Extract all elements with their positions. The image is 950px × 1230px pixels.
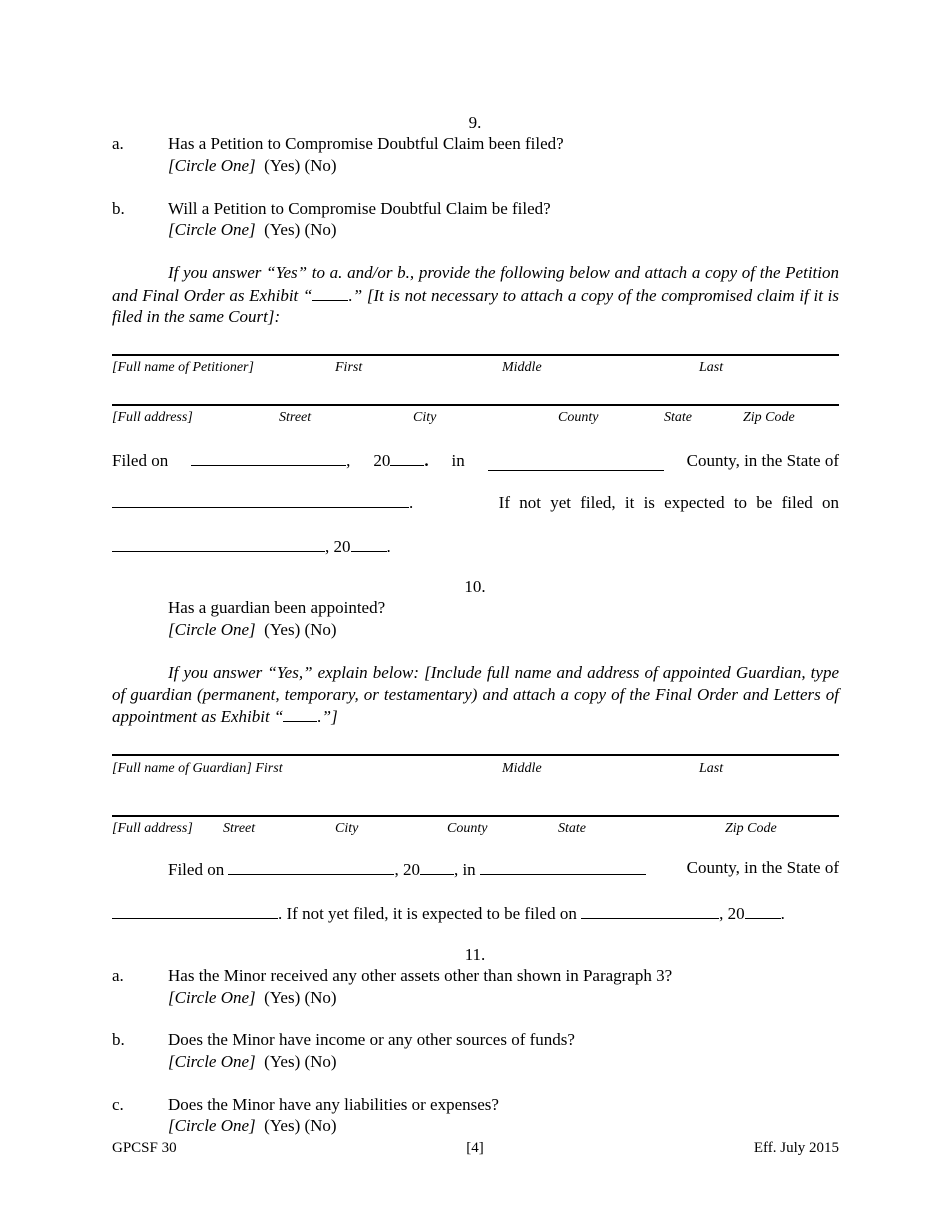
- item-11c-answer[interactable]: [168, 1116, 337, 1136]
- state-blank[interactable]: [112, 902, 278, 919]
- footer-page-number: [4]: [466, 1140, 484, 1156]
- middle-label: Middle: [502, 761, 542, 776]
- yes-no-options[interactable]: (Yes) (No): [264, 988, 337, 1007]
- item-11a-question: Has the Minor received any other assets other than shown in Paragraph 3?: [168, 966, 673, 985]
- guardian-address-line[interactable]: [112, 815, 839, 817]
- circle-one-label: [Circle One]: [168, 220, 256, 239]
- guardian-name-label: [Full name of Guardian] First: [112, 761, 283, 776]
- last-label: Last: [699, 360, 724, 375]
- petitioner-name-label: [Full name of Petitioner]: [112, 360, 254, 375]
- expected-date-blank[interactable]: [112, 535, 325, 552]
- yes-no-options[interactable]: (Yes) (No): [264, 220, 337, 239]
- first-label: First: [335, 360, 363, 375]
- middle-label: Middle: [502, 360, 542, 375]
- guardian-name-line[interactable]: [112, 754, 839, 756]
- item-9a-question: Has a Petition to Compromise Doubtful Claim been filed?: [168, 134, 564, 153]
- yes-no-options[interactable]: (Yes) (No): [264, 1116, 337, 1135]
- filed-year-blank[interactable]: [390, 449, 424, 466]
- item-9b-label: b.: [112, 199, 125, 218]
- state-label: State: [558, 821, 586, 836]
- street-label: Street: [223, 821, 256, 836]
- state-line-9: . If not yet filed, it is expected to be filed on: [112, 491, 839, 513]
- county-label: County: [447, 821, 488, 836]
- expected-year-blank[interactable]: [745, 902, 781, 919]
- state-label: State: [664, 410, 692, 425]
- circle-one-label: [Circle One]: [168, 988, 256, 1007]
- footer-effective-date: Eff. July 2015: [753, 1140, 839, 1156]
- expected-date-line-9: , 20 .: [112, 535, 391, 557]
- expected-year-blank[interactable]: [351, 535, 387, 552]
- section-9-number: 9.: [468, 113, 482, 132]
- item-10-answer[interactable]: [168, 620, 337, 640]
- city-label: City: [413, 410, 437, 425]
- circle-one-label: [Circle One]: [168, 620, 256, 639]
- last-label: Last: [699, 761, 724, 776]
- item-11a-answer[interactable]: [168, 988, 337, 1008]
- item-9a-answer[interactable]: [168, 156, 337, 176]
- county-label: County: [558, 410, 599, 425]
- petitioner-address-line[interactable]: [112, 404, 839, 406]
- item-10-question: Has a guardian been appointed?: [168, 598, 386, 617]
- circle-one-label: [Circle One]: [168, 1116, 256, 1135]
- full-address-label: [Full address]: [112, 410, 193, 425]
- item-11c-question: Does the Minor have any liabilities or expenses?: [168, 1095, 499, 1114]
- section-10-instructions: If you answer “Yes,” explain below: [Include full name and address of appointed Guardian, type of guardian (permanent, temporary, or testamentary) and attach a copy of the Final Order and Letters of appointment as Exhibit “ .”]: [112, 663, 839, 726]
- county-blank[interactable]: [488, 454, 664, 471]
- filed-on-line-9: Filed on , 20 . in County, in the State of: [112, 451, 839, 470]
- item-9b-question: Will a Petition to Compromise Doubtful Claim be filed?: [168, 199, 551, 218]
- full-address-label: [Full address]: [112, 821, 193, 836]
- exhibit-blank[interactable]: [283, 705, 317, 722]
- zip-code-label: Zip Code: [743, 410, 795, 425]
- item-11b-question: Does the Minor have income or any other sources of funds?: [168, 1030, 575, 1049]
- state-blank[interactable]: [112, 491, 409, 508]
- city-label: City: [335, 821, 359, 836]
- footer-form-id: GPCSF 30: [112, 1140, 177, 1156]
- yes-no-options[interactable]: (Yes) (No): [264, 1052, 337, 1071]
- filed-date-blank[interactable]: [228, 858, 394, 875]
- item-9b-answer[interactable]: [168, 220, 337, 240]
- circle-one-label: [Circle One]: [168, 1052, 256, 1071]
- petitioner-name-line[interactable]: [112, 354, 839, 356]
- state-line-10: . If not yet filed, it is expected to be filed on , 20 .: [112, 902, 839, 924]
- filed-on-line-10: Filed on , 20 , in County, in the State of: [168, 858, 839, 879]
- zip-code-label: Zip Code: [725, 821, 777, 836]
- item-11b-answer[interactable]: [168, 1052, 337, 1072]
- section-11-number: 11.: [464, 945, 486, 964]
- exhibit-blank[interactable]: [312, 284, 348, 301]
- filed-year-blank[interactable]: [420, 858, 454, 875]
- yes-no-options[interactable]: (Yes) (No): [264, 156, 337, 175]
- item-9a-label: a.: [112, 134, 124, 153]
- section-10-number: 10.: [464, 577, 486, 596]
- item-11a-label: a.: [112, 966, 124, 985]
- item-11b-label: b.: [112, 1030, 125, 1049]
- street-label: Street: [279, 410, 312, 425]
- circle-one-label: [Circle One]: [168, 156, 256, 175]
- county-blank[interactable]: [480, 858, 646, 875]
- yes-no-options[interactable]: (Yes) (No): [264, 620, 337, 639]
- expected-date-blank[interactable]: [581, 902, 719, 919]
- filed-date-blank[interactable]: [191, 449, 346, 466]
- item-11c-label: c.: [112, 1095, 124, 1114]
- section-9-instructions: If you answer “Yes” to a. and/or b., provide the following below and attach a copy of the Petition and Final Order as Exhibit “ .” [It is not necessary to attach a copy of the compromised claim if it is filed in the same Court]:: [112, 263, 839, 326]
